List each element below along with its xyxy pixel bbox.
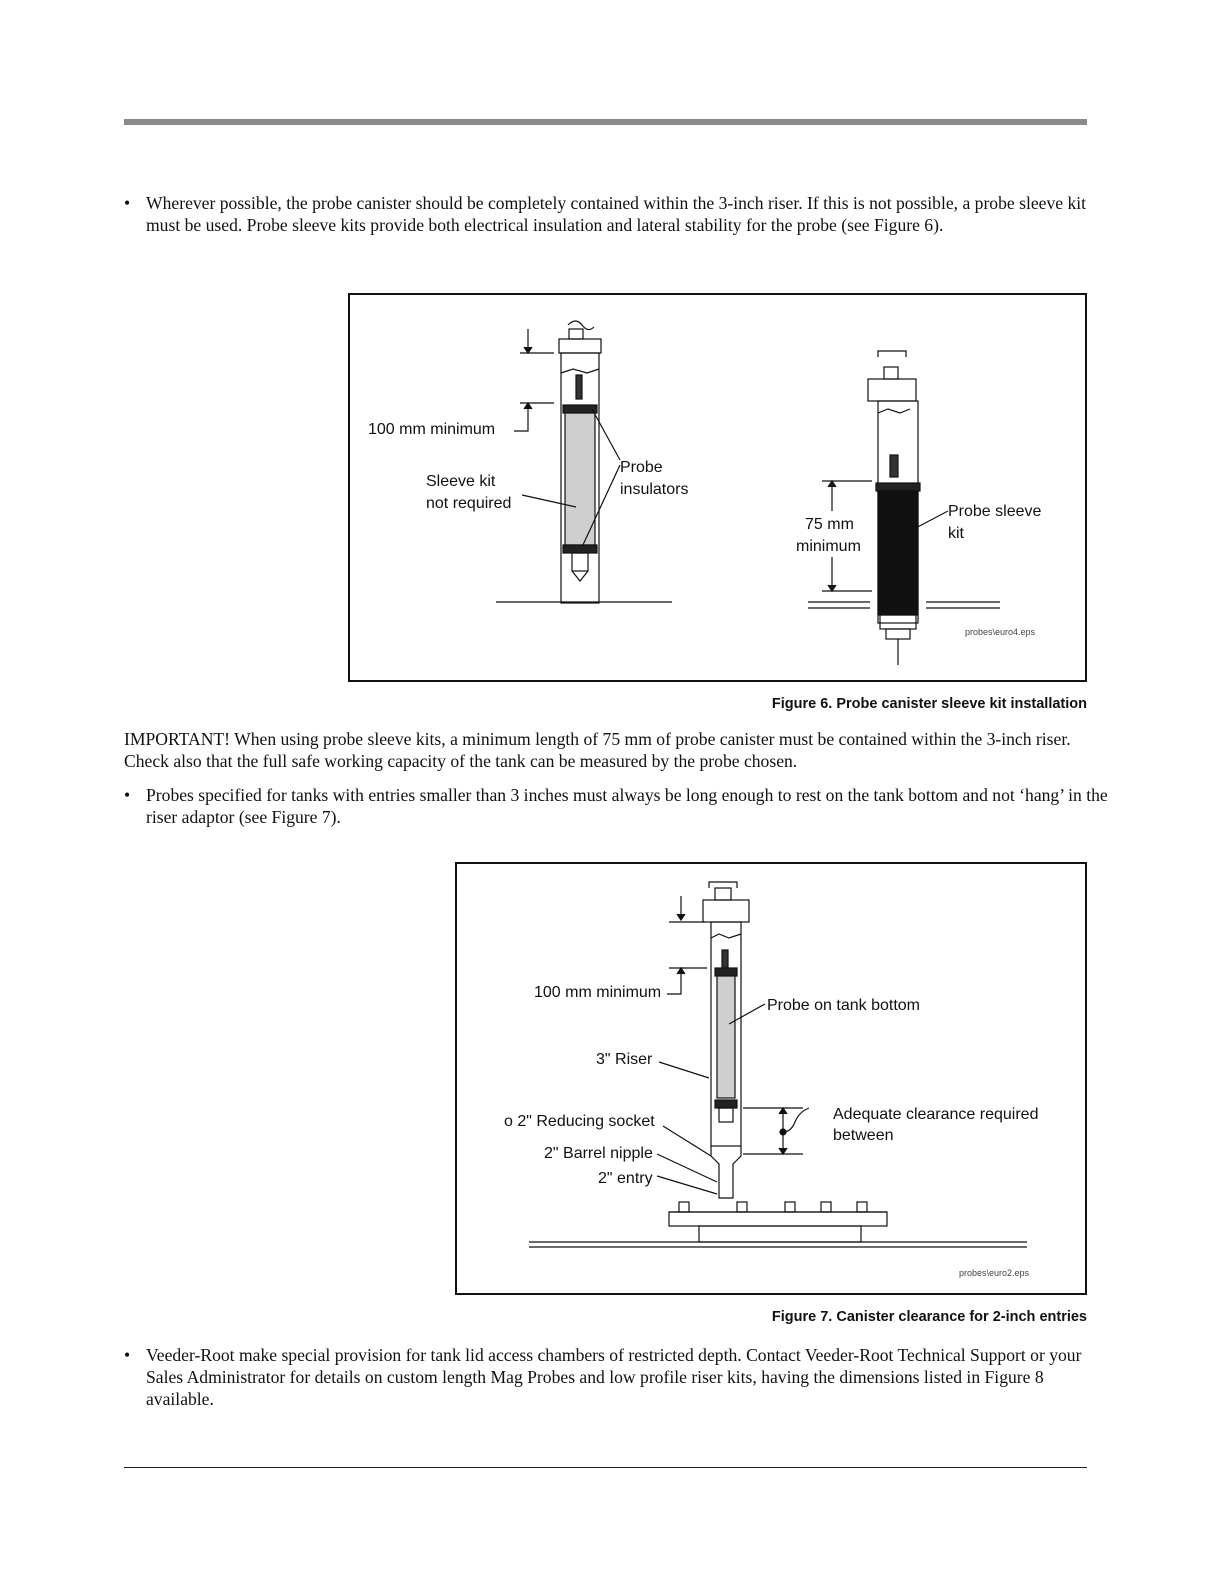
bullet-paragraph-veeder-root bbox=[124, 1344, 1109, 1410]
label-probe-insulators-line1: Probe bbox=[620, 459, 663, 476]
bullet-symbol: • bbox=[124, 1345, 131, 1365]
label-75mm-line2: minimum bbox=[796, 538, 861, 555]
label-probe-sleeve-kit-line2: kit bbox=[948, 525, 964, 542]
important-paragraph: IMPORTANT! When using probe sleeve kits, a minimum length of 75 mm of probe canister must be contained within the 3-inch riser. Check also that the full safe working capacity of the tank can be measured by the probe chosen. bbox=[124, 729, 1071, 771]
label-adequate-clearance-line1: Adequate clearance required bbox=[833, 1106, 1039, 1123]
figure-7-drawing bbox=[457, 864, 1089, 1297]
figure-6-drawing bbox=[350, 295, 1089, 684]
figure-6 bbox=[348, 293, 1087, 682]
paragraph-text: Veeder-Root make special provision for tank lid access chambers of restricted depth. Contact Veeder-Root Technical Support or your Sales Administrator for details on custom length Mag Probes and low profile riser kits, having the dimensions listed in Figure 8 available. bbox=[146, 1345, 1082, 1409]
bullet-symbol: • bbox=[124, 193, 131, 213]
paragraph-text: Probes specified for tanks with entries smaller than 3 inches must always be long enough to rest on the tank bottom and not ‘hang’ in the riser adaptor (see Figure 7). bbox=[146, 785, 1108, 827]
label-100mm-minimum: 100 mm minimum bbox=[534, 984, 662, 1001]
bullet-paragraph-small-entries bbox=[124, 784, 1109, 828]
label-2-inch-entry: 2" entry bbox=[598, 1170, 653, 1187]
label-sleeve-kit-line1: Sleeve kit bbox=[426, 473, 496, 490]
figure-7 bbox=[455, 862, 1087, 1295]
label-3-inch-riser: 3" Riser bbox=[596, 1051, 653, 1068]
bullet-symbol: • bbox=[124, 785, 131, 805]
paragraph-text: Wherever possible, the probe canister should be completely contained within the 3-inch riser. If this is not possible, a probe sleeve kit must be used. Probe sleeve kits provide both electrical insulation and lateral stability for the probe (see Figure 6). bbox=[146, 193, 1087, 235]
figure-7-caption: Figure 7. Canister clearance for 2-inch entries bbox=[771, 1309, 1087, 1325]
footer-rule bbox=[124, 1467, 1087, 1468]
label-reducing-socket: o 2" Reducing socket bbox=[504, 1113, 655, 1130]
header-rule bbox=[124, 119, 1087, 125]
file-label: probes\euro2.eps bbox=[959, 1268, 1030, 1278]
label-sleeve-kit-line2: not required bbox=[426, 495, 512, 512]
figure-6-caption: Figure 6. Probe canister sleeve kit installation bbox=[771, 696, 1087, 712]
label-100mm-minimum: 100 mm minimum bbox=[368, 421, 496, 438]
file-label: probes\euro4.eps bbox=[965, 627, 1036, 637]
bullet-paragraph-canister bbox=[124, 192, 1109, 236]
label-barrel-nipple: 2" Barrel nipple bbox=[544, 1145, 653, 1162]
label-75mm-line1: 75 mm bbox=[805, 516, 854, 533]
label-probe-on-tank-bottom: Probe on tank bottom bbox=[767, 997, 920, 1014]
label-probe-sleeve-kit-line1: Probe sleeve bbox=[948, 503, 1042, 520]
label-adequate-clearance-line2: between bbox=[833, 1127, 894, 1144]
label-probe-insulators-line2: insulators bbox=[620, 481, 689, 498]
